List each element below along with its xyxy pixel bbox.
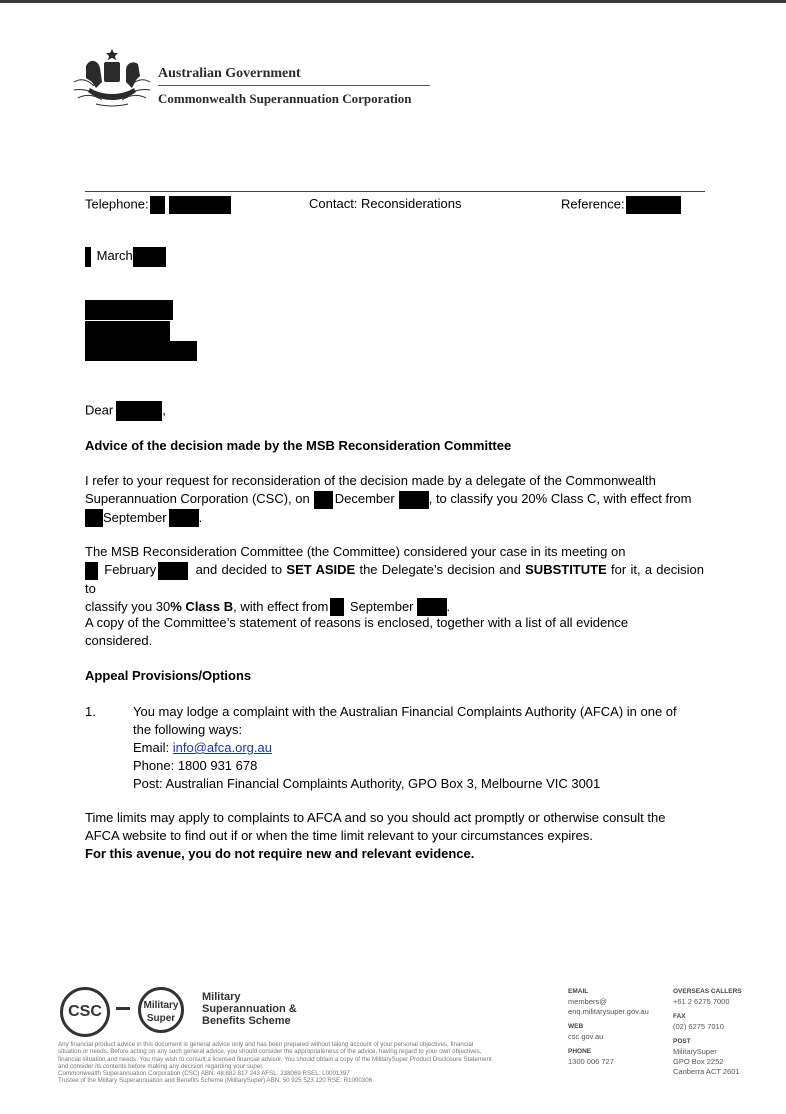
footer-email: members@: [568, 997, 607, 1006]
text: % Class B: [170, 598, 234, 614]
para-line: You may lodge a complaint with the Australian Financial Complaints Authority (AFCA) in one of: [133, 704, 677, 719]
text: .: [198, 509, 203, 525]
text: September: [349, 598, 414, 614]
web-heading: WEB: [568, 1023, 584, 1030]
para-line: [85, 561, 704, 598]
disclaimer-line: Commonwealth Superannuation Corporation (CSC) ABN: 48 882 817 243 AFSL: 238069 RSEL: L0001397: [58, 1070, 350, 1078]
afca-email-link[interactable]: info@afca.org.au: [172, 740, 272, 755]
redaction: [150, 196, 165, 214]
contact-field: Contact: Reconsiderations: [309, 196, 462, 211]
redaction: [626, 196, 681, 214]
para-line: [85, 490, 704, 509]
para-line: [85, 509, 704, 528]
footer-phone: 1300 006 727: [568, 1057, 614, 1066]
footer-fax: (02) 6275 7010: [673, 1022, 724, 1031]
para-line: A copy of the Committee’s statement of reasons is enclosed, together with a list of all evidence: [85, 615, 629, 630]
salutation-comma: ,: [162, 402, 166, 418]
afca-email-line: [133, 739, 705, 757]
redaction: [116, 401, 162, 421]
redaction: [85, 509, 103, 527]
redaction: [85, 562, 98, 580]
redaction: [169, 196, 231, 214]
telephone-label: Telephone:: [85, 196, 149, 212]
text: , to classify you 20% Class C, with effect from: [428, 491, 692, 506]
text: December: [334, 491, 395, 506]
disclaimer-line: Any financial product advice in this document is general advice only and has been prepared without taking account of your personal objectives, financial: [58, 1041, 474, 1048]
logo-text: Super: [146, 1013, 176, 1024]
header-divider: [158, 85, 430, 86]
info-row-divider: [85, 191, 705, 192]
para-line: The MSB Reconsideration Committee (the Committee) considered your case in its meeting on: [85, 544, 626, 559]
text: for it, a decision to: [85, 562, 704, 596]
text: the Delegate’s decision and: [359, 562, 521, 577]
overseas-heading: OVERSEAS CALLERS: [673, 988, 742, 995]
para-line: Time limits may apply to complaints to AFCA and so you should act promptly or otherwise consult the: [85, 810, 666, 825]
footer-web: csc.gov.au: [568, 1032, 604, 1041]
disclaimer-line: financial situation and needs. You may wish to consult a licensed financial advisor. You should obtain a copy of the MilitarySuper Product Disclosure Statement: [58, 1055, 492, 1063]
scheme-name-line: Military: [202, 991, 241, 1003]
redaction: [169, 509, 199, 527]
logo-dash: [116, 1007, 130, 1010]
redaction: [158, 562, 188, 580]
disclaimer-line: and consider its contents before making any decision regarding your super.: [58, 1062, 264, 1070]
email-heading: EMAIL: [568, 988, 589, 995]
scheme-name-line: Superannuation &: [202, 1003, 297, 1015]
afca-phone: Phone: 1800 931 678: [133, 758, 258, 773]
coat-of-arms-logo: [72, 46, 152, 108]
para-line: I refer to your request for reconsideration of the decision made by a delegate of the Commonwealth: [85, 473, 656, 488]
text: February: [104, 562, 157, 577]
letter-subject: Advice of the decision made by the MSB Reconsideration Committee: [85, 438, 512, 453]
text: and decided to: [195, 562, 283, 577]
redaction: [314, 491, 333, 509]
redaction: [133, 247, 166, 267]
text: SUBSTITUTE: [525, 562, 607, 577]
salutation-dear: Dear: [85, 402, 114, 418]
paragraph-request: [85, 472, 704, 527]
post-heading: POST: [673, 1038, 691, 1045]
para-line: the following ways:: [133, 722, 243, 737]
email-label: Email:: [133, 740, 170, 755]
address-redaction: [85, 341, 197, 361]
footer-email: enq.militarysuper.gov.au: [568, 1007, 649, 1016]
reference-label: Reference:: [561, 196, 625, 212]
paragraph-statement-of-reasons: [85, 614, 704, 650]
footer-disclaimer: [58, 1041, 558, 1085]
militarysuper-logo: [138, 987, 184, 1033]
footer-overseas: +61 2 6275 7000: [673, 997, 730, 1006]
telephone-field: [85, 196, 231, 214]
text: September: [103, 509, 167, 525]
address-redaction: [85, 321, 170, 341]
date-month: March: [96, 248, 133, 264]
letter-date: [85, 247, 166, 267]
letter-footer: [58, 985, 758, 1095]
footer-contact-left: [568, 987, 649, 1067]
appeal-item-number: 1.: [85, 704, 96, 719]
footer-contact-right: [673, 987, 742, 1077]
scheme-name: [202, 991, 297, 1027]
footer-post: Canberra ACT 2601: [673, 1067, 740, 1076]
reference-field: [561, 196, 681, 214]
csc-logo: CSC: [60, 987, 110, 1037]
disclaimer-line: Trustee of the Military Superannuation and Benefits Scheme (MilitarySuper) ABN: 50 925 523 120 RSE: R1000306: [58, 1077, 373, 1085]
redaction: [85, 247, 91, 267]
address-redaction: [85, 300, 173, 320]
text: Superannuation Corporation (CSC), on: [85, 491, 310, 506]
disclaimer-line: situation or needs. Before acting on any such general advice, you should consider the appropriateness of the advice, having regard to your own objectives,: [58, 1048, 482, 1056]
logo-text: Military: [143, 1000, 179, 1011]
footer-post: GPO Box 2252: [673, 1057, 724, 1066]
fax-heading: FAX: [673, 1013, 686, 1020]
scheme-name-line: Benefits Scheme: [202, 1015, 291, 1027]
para-line: For this avenue, you do not require new and relevant evidence.: [85, 846, 475, 861]
paragraph-committee-decision: [85, 543, 704, 616]
phone-heading: PHONE: [568, 1048, 592, 1055]
salutation: [85, 401, 166, 421]
text: , with effect from: [233, 598, 329, 614]
text: SET ASIDE: [286, 562, 356, 577]
organisation-name: Commonwealth Superannuation Corporation: [158, 91, 412, 106]
afca-post-address: Post: Australian Financial Complaints Authority, GPO Box 3, Melbourne VIC 3001: [133, 776, 601, 791]
text: .: [446, 598, 451, 614]
appeal-heading: Appeal Provisions/Options: [85, 668, 252, 683]
government-title: Australian Government: [158, 66, 301, 81]
paragraph-time-limits: [85, 809, 704, 863]
top-border: [0, 0, 786, 3]
footer-post: MilitarySuper: [673, 1047, 717, 1056]
appeal-item-afca: [133, 703, 705, 793]
text: classify you 30: [85, 598, 171, 614]
para-line: AFCA website to find out if or when the time limit relevant to your circumstances expires.: [85, 828, 593, 843]
redaction: [399, 491, 429, 509]
para-line: considered.: [85, 633, 153, 648]
